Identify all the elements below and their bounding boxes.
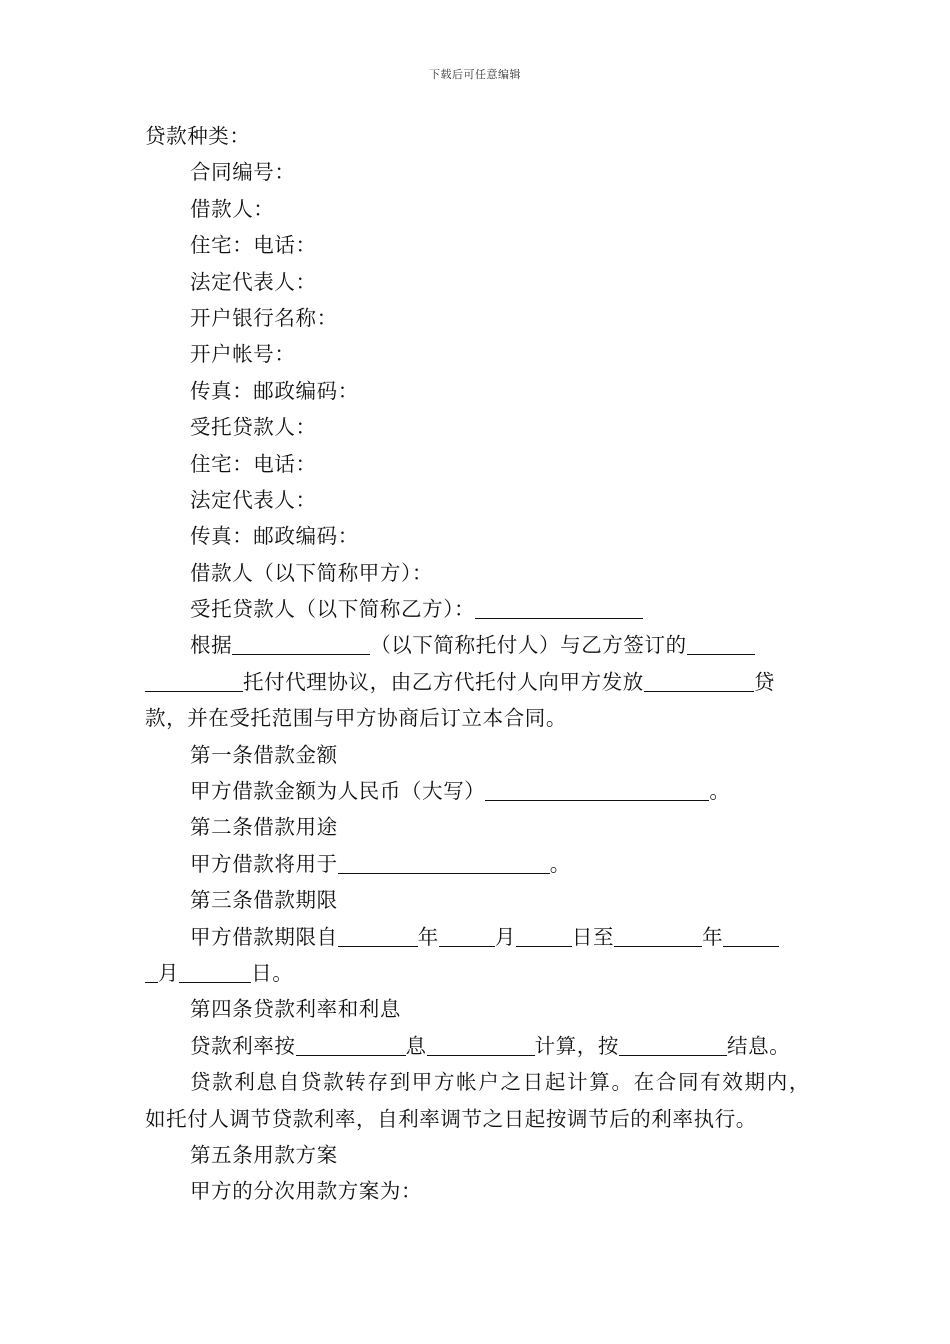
start-year-blank <box>338 924 418 947</box>
loan-type-line: 贷款种类： <box>145 124 251 148</box>
basis-line-2 <box>145 664 810 700</box>
article-4-paragraph-line-2: 如托付人调节贷款利率，自利率调节之日起按调节后的利率执行。 <box>145 1106 757 1131</box>
end-month-blank-start <box>723 924 779 947</box>
start-day-blank <box>516 924 572 947</box>
loan-amount-label: 甲方借款金额为人民币（大写） <box>190 779 486 804</box>
article-5-title: 第五条用款方案 <box>190 1142 338 1167</box>
interest-label: 息 <box>405 1033 427 1058</box>
loan-kind-blank <box>644 669 754 692</box>
party-b-blank <box>475 596 643 619</box>
article-3-line-2 <box>145 955 810 991</box>
contract-number-line: 合同编号： <box>190 160 296 185</box>
article-2-title: 第二条借款用途 <box>190 815 338 840</box>
party-b-line <box>145 591 810 627</box>
legal-representative-line-1: 法定代表人： <box>190 269 317 294</box>
end-year-blank <box>614 924 702 947</box>
agreement-blank-end <box>145 669 243 692</box>
settlement-label: 结息。 <box>727 1033 791 1058</box>
year-label: 年 <box>417 924 439 949</box>
basis-text-1: 根据 <box>190 633 233 658</box>
fax-postcode-line-1: 传真：邮政编码： <box>190 378 359 403</box>
contract-body <box>145 118 810 1210</box>
end-month-blank-end <box>145 960 158 983</box>
article-4-paragraph-line-1: 贷款利息自贷款转存到甲方帐户之日起计算。在合同有效期内， <box>190 1070 810 1095</box>
page-header-note: 下载后可任意编辑 <box>429 68 521 81</box>
interest-calc-blank <box>427 1033 535 1056</box>
basis-text-4: 贷 <box>753 669 776 694</box>
residence-phone-line-2: 住宅：电话： <box>190 451 317 476</box>
fax-postcode-line-2: 传真：邮政编码： <box>190 524 359 549</box>
bank-name-line: 开户银行名称： <box>190 305 338 330</box>
basis-text-3: 托付代理协议，由乙方代托付人向甲方发放 <box>243 669 644 694</box>
party-a-line: 借款人（以下简称甲方）： <box>190 560 433 585</box>
interest-rate-label: 贷款利率按 <box>190 1033 296 1058</box>
article-4-title: 第四条贷款利率和利息 <box>190 997 401 1022</box>
day-end-label: 日。 <box>251 960 294 985</box>
party-b-label: 受托贷款人（以下简称乙方）： <box>190 597 476 622</box>
basis-line-3: 款，并在受托范围与甲方协商后订立本合同。 <box>145 706 567 731</box>
article-5-text: 甲方的分次用款方案为： <box>190 1179 423 1204</box>
calc-label: 计算，按 <box>534 1033 620 1058</box>
residence-phone-line-1: 住宅：电话： <box>190 233 317 258</box>
article-2-end: 。 <box>549 851 571 876</box>
month-label-2: 月 <box>158 960 180 985</box>
loan-purpose-label: 甲方借款将用于 <box>190 851 338 876</box>
start-month-blank <box>439 924 495 947</box>
loan-purpose-blank <box>338 851 550 874</box>
account-number-line: 开户帐号： <box>190 342 296 367</box>
article-1-end: 。 <box>709 779 731 804</box>
article-2-text <box>145 846 810 882</box>
agreement-blank-start <box>687 632 755 655</box>
article-3-title: 第三条借款期限 <box>190 888 338 913</box>
interest-basis-blank <box>296 1033 406 1056</box>
basis-text-2: （以下简称托付人）与乙方签订的 <box>370 633 687 658</box>
borrower-line: 借款人： <box>190 196 275 221</box>
article-3-line-1 <box>145 919 810 955</box>
legal-representative-line-2: 法定代表人： <box>190 487 317 512</box>
month-label: 月 <box>494 924 516 949</box>
loan-amount-blank <box>485 778 709 801</box>
end-day-blank <box>179 960 251 983</box>
article-1-title: 第一条借款金额 <box>190 742 338 767</box>
loan-term-label: 甲方借款期限自 <box>190 924 338 949</box>
article-4-line-1 <box>145 1028 810 1064</box>
settlement-blank <box>619 1033 727 1056</box>
year-label-2: 年 <box>702 924 724 949</box>
entrusting-party-blank <box>232 632 370 655</box>
article-1-text <box>145 773 810 809</box>
basis-line-1 <box>145 627 810 663</box>
day-to-label: 日至 <box>571 924 615 949</box>
trustee-lender-line: 受托贷款人： <box>190 415 317 440</box>
